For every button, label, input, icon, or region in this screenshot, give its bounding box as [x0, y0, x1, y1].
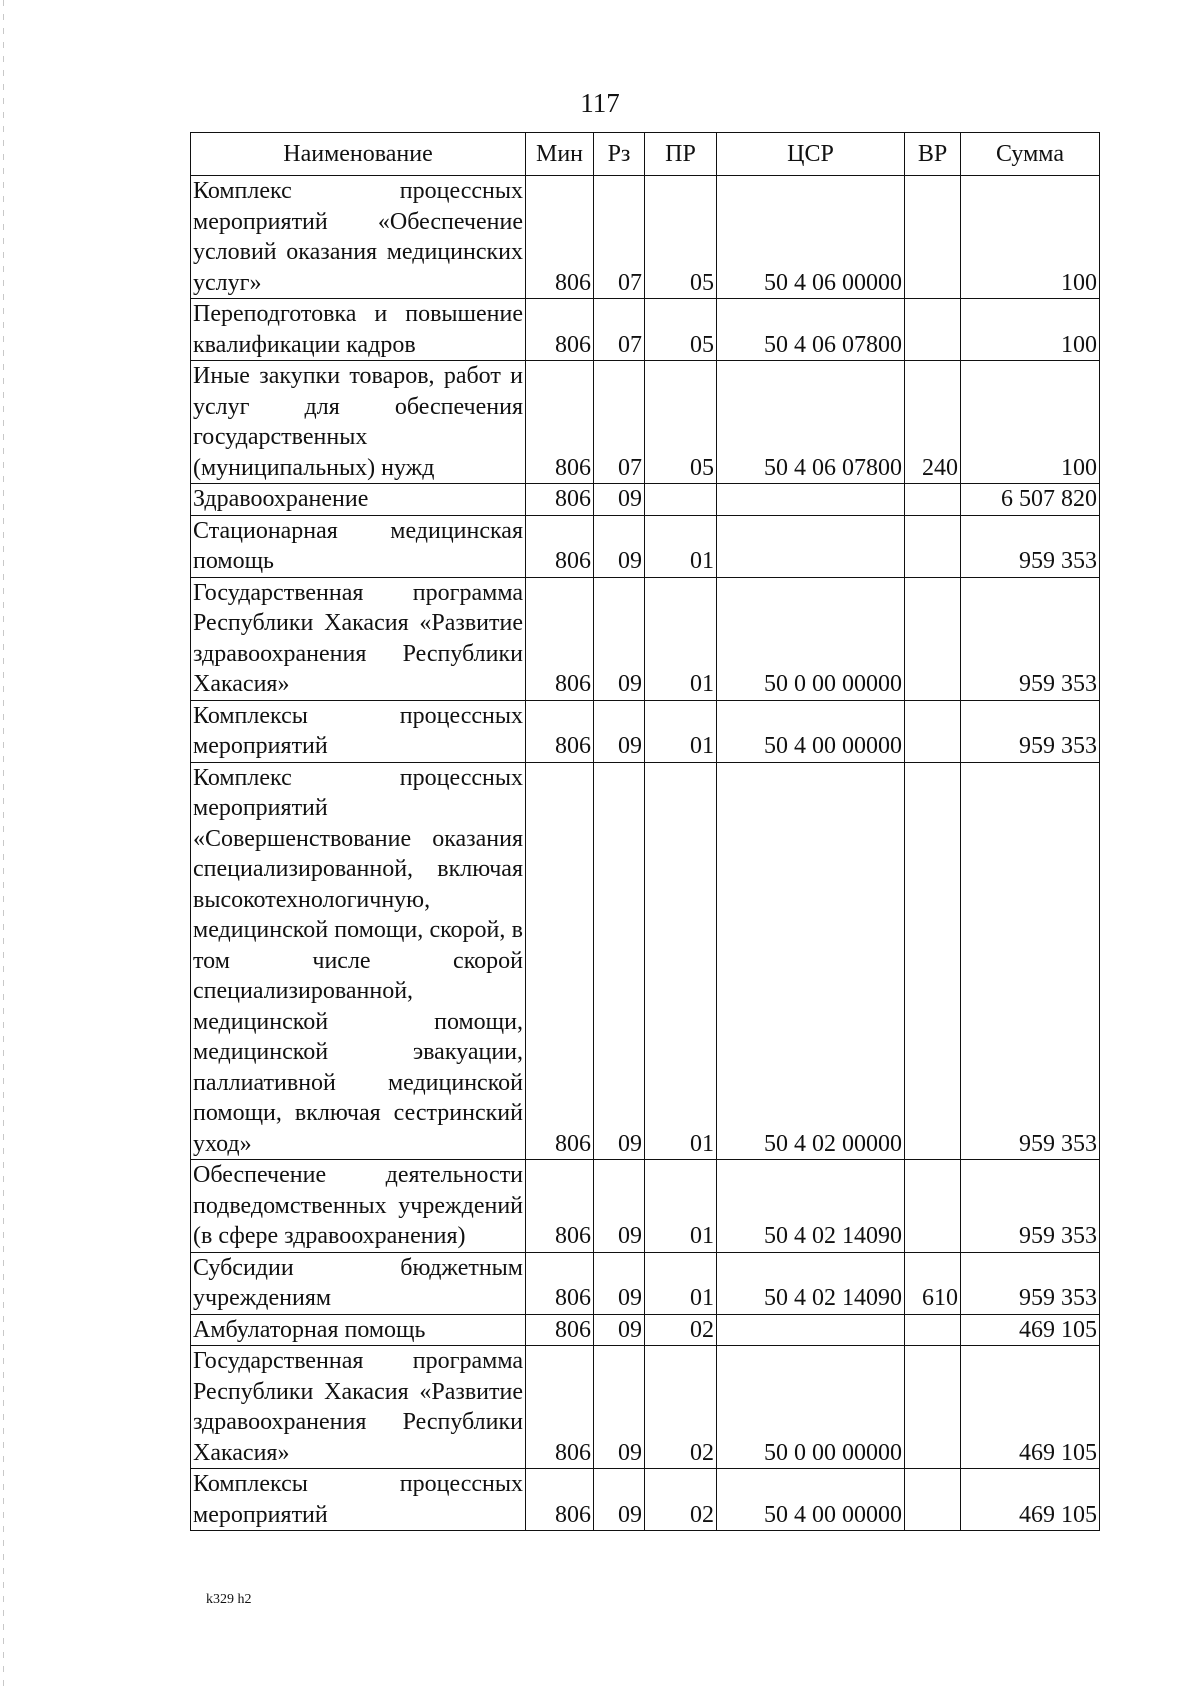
cell-pr: 01: [645, 762, 717, 1160]
cell-name: Комплекс процессных мероприятий «Совершенствование оказания специализированной, включая высокотехнологичную, медицинской помощи, скорой, в том числе скорой специализированной, медицинской помощи, медицинской эвакуации, паллиативной медицинской помощи, включая сестринский уход»: [191, 762, 526, 1160]
cell-sum: 469 105: [961, 1346, 1100, 1469]
cell-rz: 09: [594, 1314, 645, 1346]
table-row: [191, 1314, 1100, 1346]
cell-csr: 50 4 00 00000: [717, 700, 905, 762]
cell-csr: 50 4 02 14090: [717, 1252, 905, 1314]
cell-sum: 959 353: [961, 762, 1100, 1160]
cell-vr: [905, 515, 961, 577]
cell-min: 806: [526, 1346, 594, 1469]
cell-vr: 240: [905, 361, 961, 484]
cell-rz: 09: [594, 484, 645, 516]
cell-csr: 50 4 06 07800: [717, 361, 905, 484]
scan-edge-mark: [3, 0, 4, 1686]
table-row: [191, 700, 1100, 762]
cell-csr: 50 4 00 00000: [717, 1469, 905, 1531]
cell-rz: 07: [594, 176, 645, 299]
cell-vr: [905, 299, 961, 361]
cell-pr: 02: [645, 1346, 717, 1469]
header-pr: ПР: [645, 133, 717, 176]
cell-rz: 09: [594, 1469, 645, 1531]
table-row: [191, 515, 1100, 577]
cell-vr: [905, 700, 961, 762]
cell-vr: [905, 1469, 961, 1531]
cell-csr: 50 4 06 07800: [717, 299, 905, 361]
header-name: Наименование: [191, 133, 526, 176]
cell-pr: 05: [645, 299, 717, 361]
header-csr: ЦСР: [717, 133, 905, 176]
cell-min: 806: [526, 762, 594, 1160]
cell-name: Субсидии бюджетным учреждениям: [191, 1252, 526, 1314]
cell-min: 806: [526, 1314, 594, 1346]
cell-name: Стационарная медицинская помощь: [191, 515, 526, 577]
cell-vr: [905, 762, 961, 1160]
cell-rz: 09: [594, 515, 645, 577]
cell-pr: 01: [645, 577, 717, 700]
cell-min: 806: [526, 577, 594, 700]
cell-csr: [717, 1314, 905, 1346]
cell-min: 806: [526, 299, 594, 361]
table-row: [191, 762, 1100, 1160]
cell-min: 806: [526, 1469, 594, 1531]
cell-rz: 09: [594, 577, 645, 700]
cell-sum: 959 353: [961, 577, 1100, 700]
cell-sum: 959 353: [961, 515, 1100, 577]
cell-sum: 959 353: [961, 700, 1100, 762]
cell-min: 806: [526, 700, 594, 762]
cell-sum: 469 105: [961, 1314, 1100, 1346]
cell-min: 806: [526, 1252, 594, 1314]
cell-rz: 09: [594, 1160, 645, 1253]
table-row: [191, 1469, 1100, 1531]
cell-sum: 469 105: [961, 1469, 1100, 1531]
cell-csr: [717, 484, 905, 516]
cell-sum: 6 507 820: [961, 484, 1100, 516]
cell-pr: 05: [645, 361, 717, 484]
cell-csr: 50 4 06 00000: [717, 176, 905, 299]
table-header-row: [191, 133, 1100, 176]
cell-sum: 959 353: [961, 1160, 1100, 1253]
header-rz: Рз: [594, 133, 645, 176]
table-row: [191, 299, 1100, 361]
footer-code: k329 h2: [206, 1592, 252, 1607]
cell-rz: 09: [594, 700, 645, 762]
cell-pr: 01: [645, 515, 717, 577]
table-row: [191, 361, 1100, 484]
cell-vr: [905, 577, 961, 700]
cell-pr: 02: [645, 1314, 717, 1346]
cell-name: Амбулаторная помощь: [191, 1314, 526, 1346]
cell-csr: 50 4 02 14090: [717, 1160, 905, 1253]
cell-min: 806: [526, 515, 594, 577]
cell-pr: [645, 484, 717, 516]
cell-rz: 09: [594, 1252, 645, 1314]
cell-name: Переподготовка и повышение квалификации кадров: [191, 299, 526, 361]
cell-name: Государственная программа Республики Хакасия «Развитие здравоохранения Республики Хакасия»: [191, 1346, 526, 1469]
table-body: [191, 176, 1100, 1531]
cell-name: Комплексы процессных мероприятий: [191, 1469, 526, 1531]
cell-rz: 07: [594, 361, 645, 484]
cell-name: Комплексы процессных мероприятий: [191, 700, 526, 762]
cell-name: Здравоохранение: [191, 484, 526, 516]
table-row: [191, 577, 1100, 700]
cell-vr: [905, 484, 961, 516]
cell-rz: 09: [594, 1346, 645, 1469]
cell-name: Иные закупки товаров, работ и услуг для обеспечения государственных (муниципальных) нужд: [191, 361, 526, 484]
cell-rz: 07: [594, 299, 645, 361]
budget-table: [190, 132, 1100, 1531]
table-row: [191, 1252, 1100, 1314]
header-sum: Сумма: [961, 133, 1100, 176]
cell-vr: [905, 176, 961, 299]
header-vr: ВР: [905, 133, 961, 176]
cell-csr: 50 4 02 00000: [717, 762, 905, 1160]
cell-pr: 01: [645, 1160, 717, 1253]
cell-csr: [717, 515, 905, 577]
cell-pr: 01: [645, 1252, 717, 1314]
table-row: [191, 1160, 1100, 1253]
cell-vr: [905, 1160, 961, 1253]
cell-min: 806: [526, 1160, 594, 1253]
table-row: [191, 176, 1100, 299]
table-row: [191, 484, 1100, 516]
cell-vr: 610: [905, 1252, 961, 1314]
cell-name: Обеспечение деятельности подведомственных учреждений (в сфере здравоохранения): [191, 1160, 526, 1253]
cell-vr: [905, 1314, 961, 1346]
cell-min: 806: [526, 176, 594, 299]
table-row: [191, 1346, 1100, 1469]
cell-sum: 100: [961, 299, 1100, 361]
cell-csr: 50 0 00 00000: [717, 1346, 905, 1469]
cell-min: 806: [526, 361, 594, 484]
cell-pr: 02: [645, 1469, 717, 1531]
cell-pr: 01: [645, 700, 717, 762]
cell-min: 806: [526, 484, 594, 516]
cell-sum: 959 353: [961, 1252, 1100, 1314]
cell-name: Комплекс процессных мероприятий «Обеспечение условий оказания медицинских услуг»: [191, 176, 526, 299]
cell-sum: 100: [961, 176, 1100, 299]
page-number: 117: [580, 88, 620, 118]
cell-sum: 100: [961, 361, 1100, 484]
cell-vr: [905, 1346, 961, 1469]
cell-pr: 05: [645, 176, 717, 299]
cell-csr: 50 0 00 00000: [717, 577, 905, 700]
cell-name: Государственная программа Республики Хакасия «Развитие здравоохранения Республики Хакасия»: [191, 577, 526, 700]
cell-rz: 09: [594, 762, 645, 1160]
header-min: Мин: [526, 133, 594, 176]
